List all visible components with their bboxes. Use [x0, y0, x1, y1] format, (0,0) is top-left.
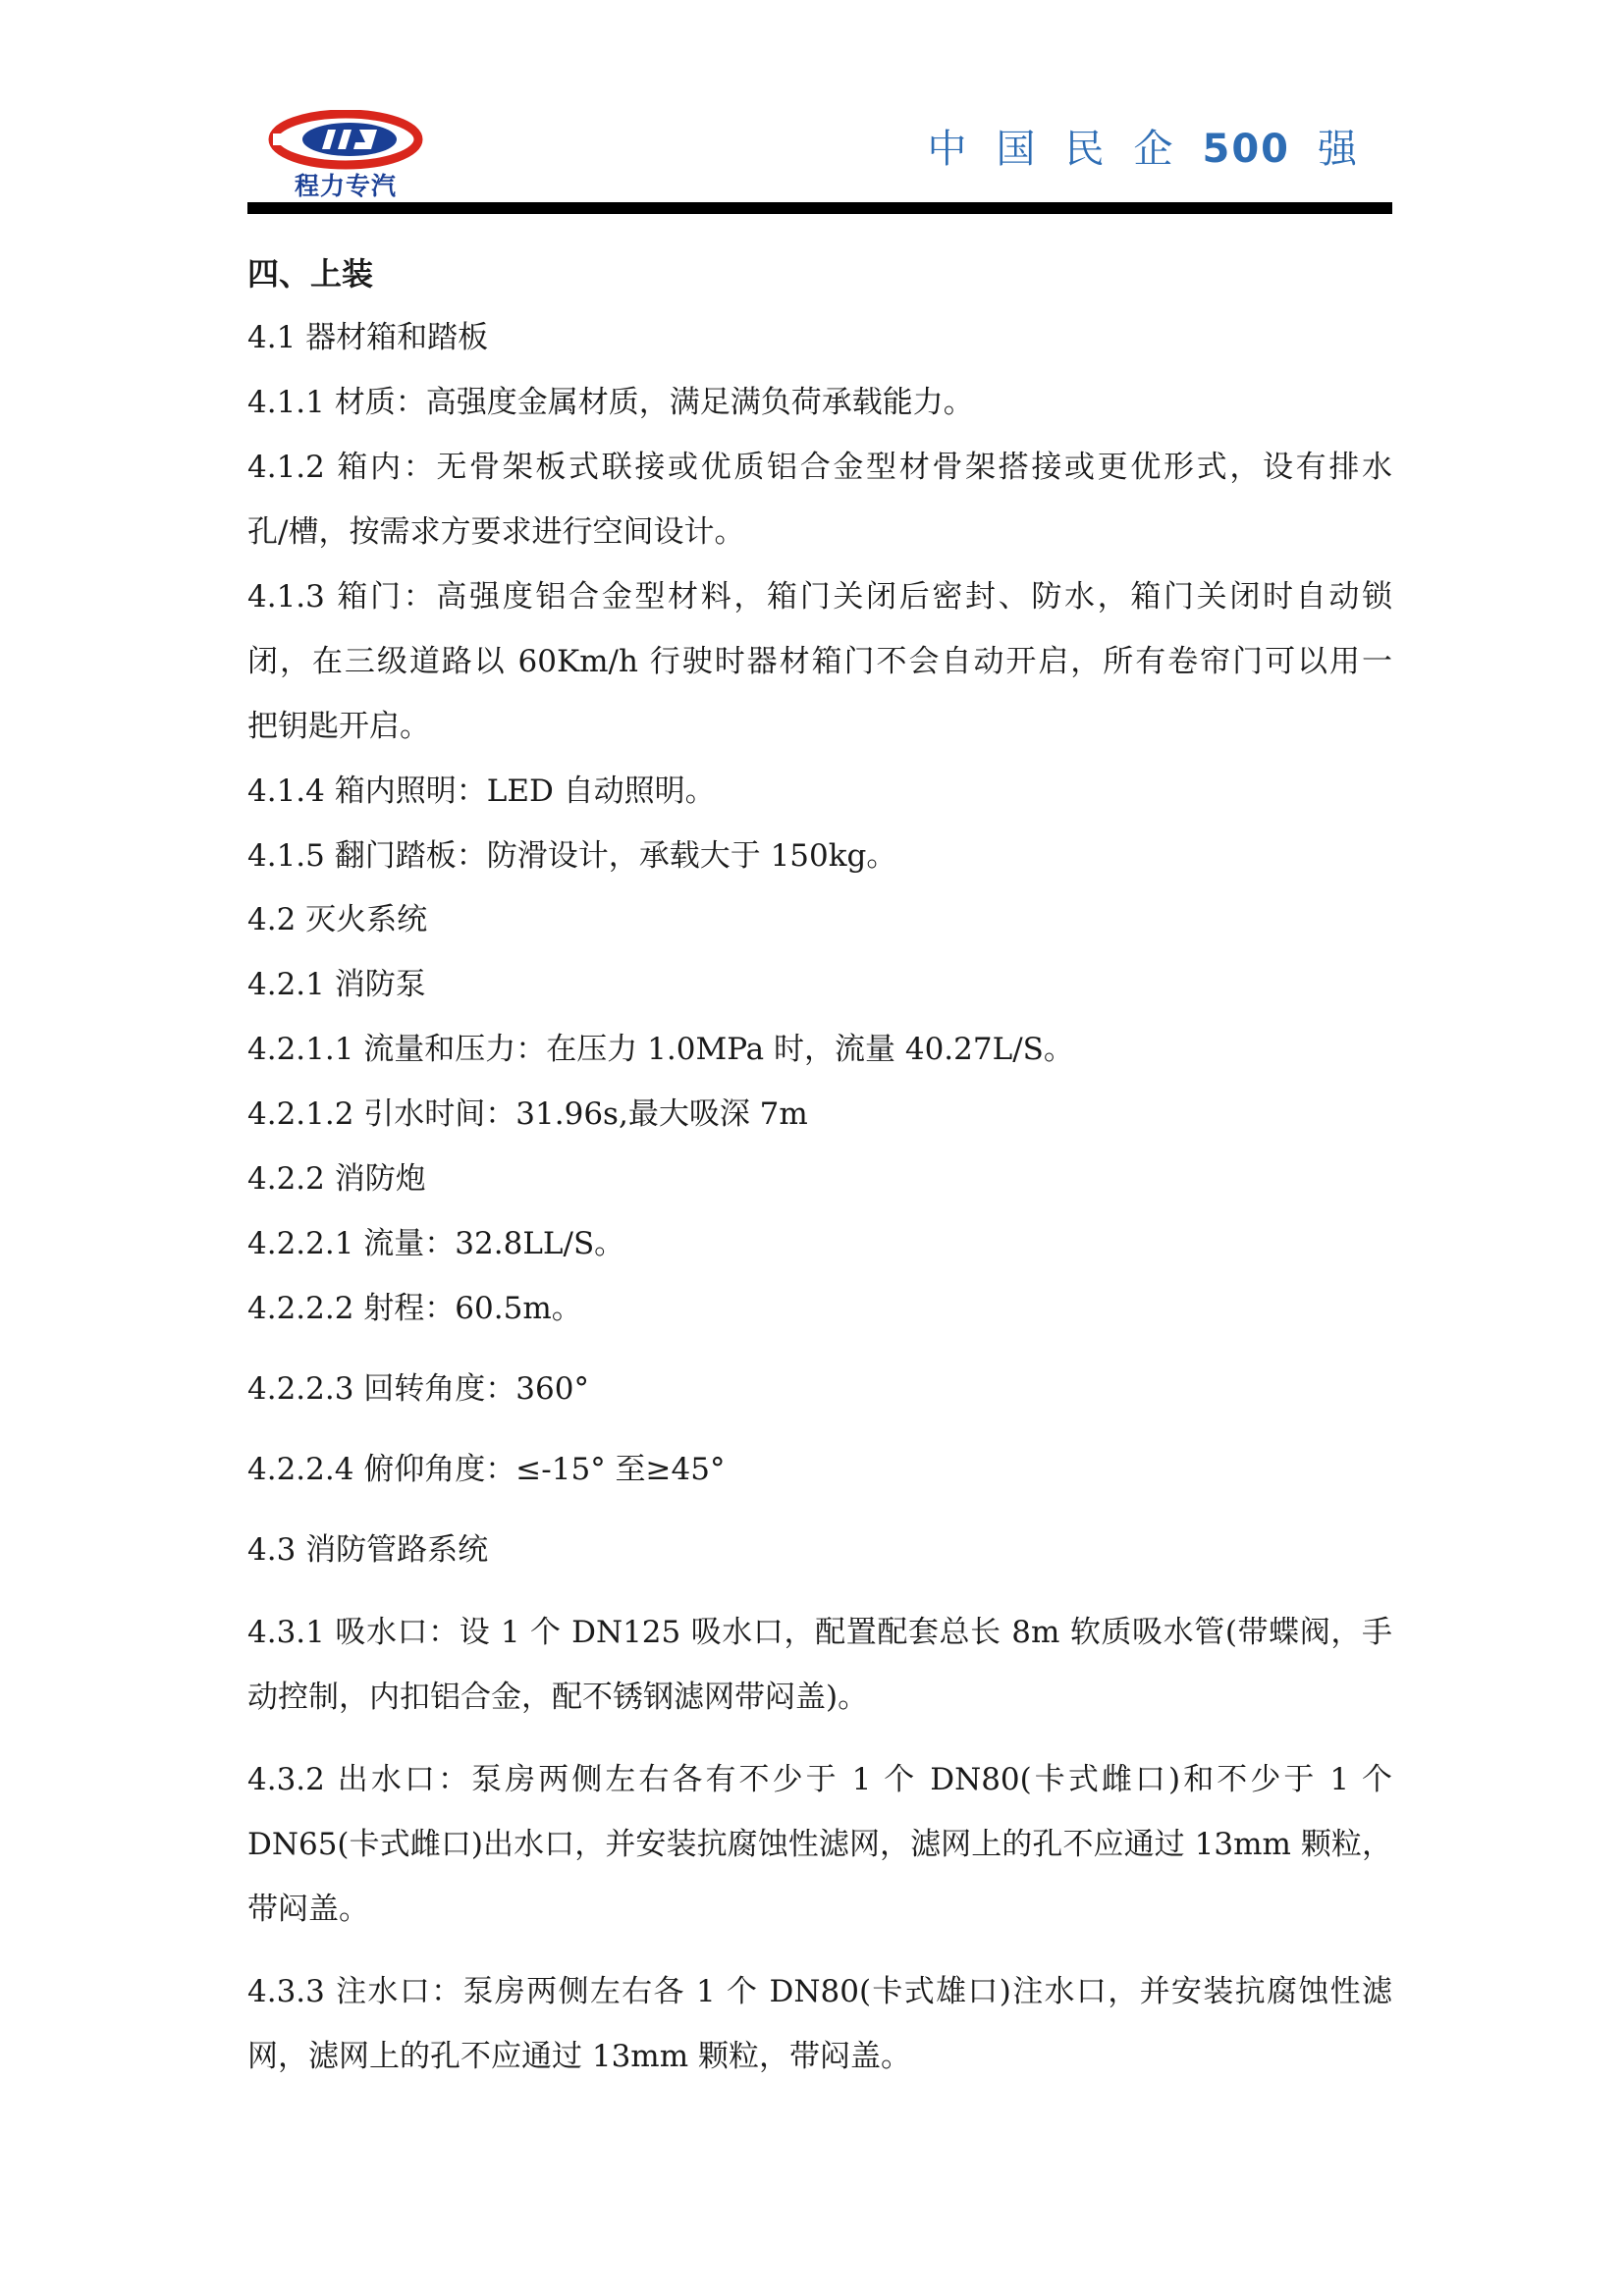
paragraph-line: 4.1.4 箱内照明：LED 自动照明。 [247, 774, 716, 809]
subsection-heading: 4.2.1 消防泵 [247, 967, 426, 1002]
paragraph-line: 4.2.2.1 流量：32.8LL/S。 [247, 1226, 625, 1261]
slogan-number: 500 [1202, 127, 1290, 172]
paragraph-line: 带闷盖。 [247, 1892, 369, 1927]
paragraph-line: 4.3.3 注水口：泵房两侧左右各 1 个 DN80(卡式雄口)注水口，并安装抗腐蚀性滤 [247, 1974, 1392, 2009]
slogan-prefix: 中国民企 [927, 127, 1203, 172]
paragraph-line: 闭，在三级道路以 60Km/h 行驶时器材箱门不会自动开启，所有卷帘门可以用一 [247, 644, 1392, 679]
section-heading: 四、上装 [247, 255, 374, 293]
paragraph-line: DN65(卡式雌口)出水口，并安装抗腐蚀性滤网，滤网上的孔不应通过 13mm 颗粒， [247, 1827, 1392, 1862]
page-header [247, 110, 1392, 216]
slogan-suffix: 强 [1318, 127, 1386, 172]
paragraph-line: 4.1.2 箱内：无骨架板式联接或优质铝合金型材骨架搭接或更优形式，设有排水 [247, 450, 1392, 485]
paragraph-line: 孔/槽，按需求方要求进行空间设计。 [247, 514, 745, 550]
subsection-heading: 4.3 消防管路系统 [247, 1532, 489, 1568]
paragraph-line: 4.2.1.2 引水时间：31.96s,最大吸深 7m [247, 1096, 808, 1132]
paragraph-line: 动控制，内扣铝合金，配不锈钢滤网带闷盖)。 [247, 1680, 869, 1715]
subsection-heading: 4.2 灭火系统 [247, 902, 428, 937]
slogan [928, 118, 1387, 174]
paragraph-line: 4.1.5 翻门踏板：防滑设计，承载大于 150kg。 [247, 838, 897, 874]
paragraph-line: 4.3.2 出水口：泵房两侧左右各有不少于 1 个 DN80(卡式雌口)和不少于 1 个 [247, 1762, 1392, 1797]
paragraph-line: 4.2.2.4 俯仰角度：≤-15° 至≥45° [247, 1452, 726, 1487]
header-divider [247, 202, 1392, 214]
paragraph-line: 网，滤网上的孔不应通过 13mm 颗粒，带闷盖。 [247, 2039, 911, 2074]
paragraph-line: 4.1.3 箱门：高强度铝合金型材料，箱门关闭后密封、防水，箱门关闭时自动锁 [247, 579, 1392, 614]
paragraph-line: 4.2.2.2 射程：60.5m。 [247, 1291, 582, 1326]
paragraph-line: 4.2.2.3 回转角度：360° [247, 1371, 589, 1407]
paragraph-line: 4.2.1.1 流量和压力：在压力 1.0MPa 时，流量 40.27L/S。 [247, 1032, 1074, 1067]
paragraph-line: 把钥匙开启。 [247, 709, 430, 744]
company-logo [267, 110, 424, 204]
paragraph-line: 4.1.1 材质：高强度金属材质，满足满负荷承载能力。 [247, 385, 974, 420]
subsection-heading: 4.2.2 消防炮 [247, 1161, 426, 1197]
paragraph-line: 4.3.1 吸水口：设 1 个 DN125 吸水口，配置配套总长 8m 软质吸水管(带蝶阀，手 [247, 1615, 1392, 1650]
subsection-heading: 4.1 器材箱和踏板 [247, 320, 489, 355]
logo-emblem-icon [267, 110, 424, 171]
logo-text: 程力专汽 [294, 172, 397, 200]
